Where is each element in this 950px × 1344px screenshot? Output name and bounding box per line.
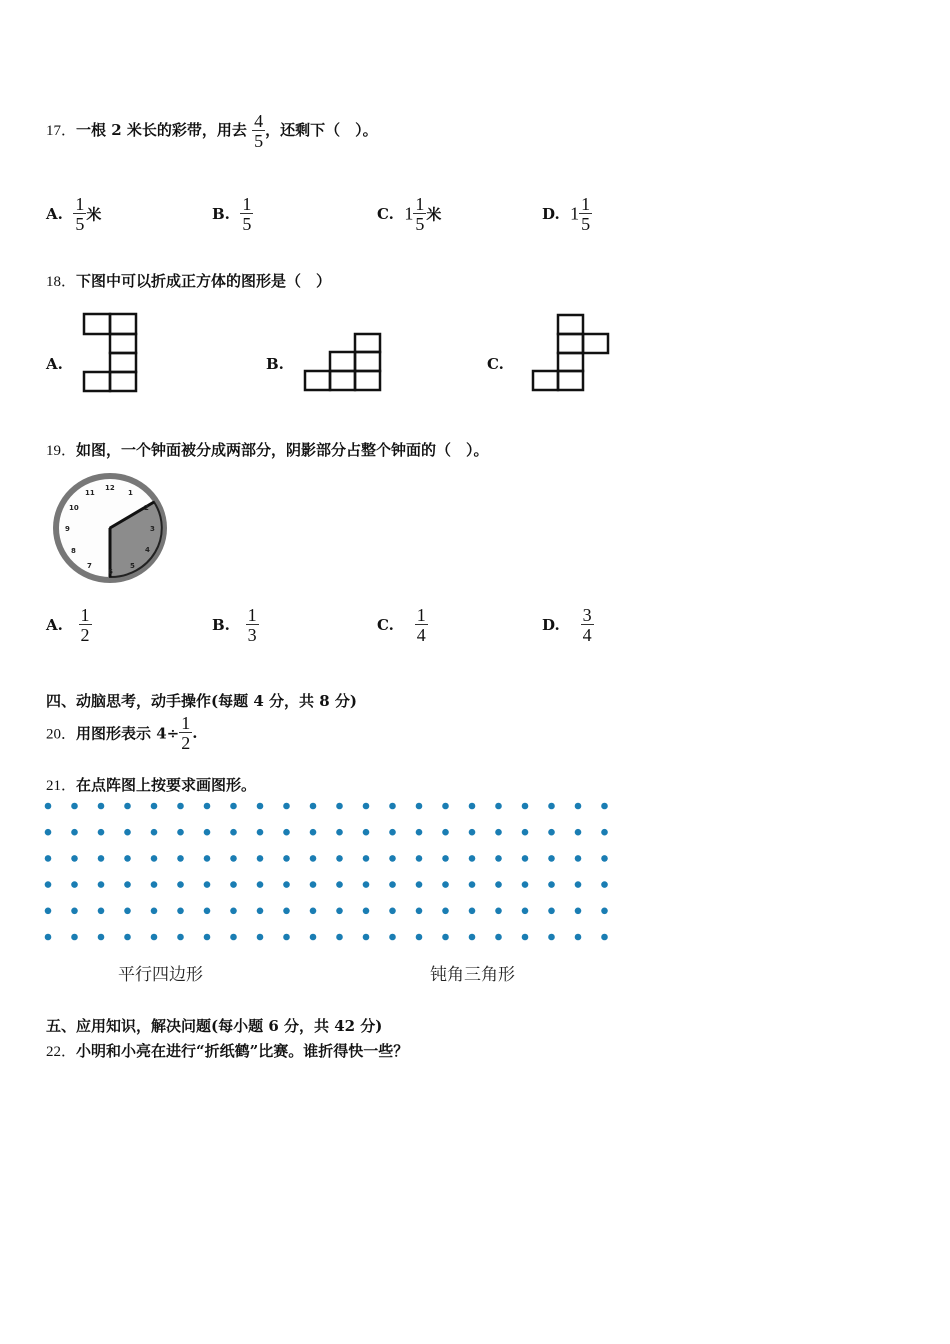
grid-dot[interactable] (416, 934, 423, 941)
denominator: 5 (75, 214, 85, 234)
grid-dot[interactable] (204, 829, 211, 836)
grid-dot[interactable] (336, 855, 343, 862)
grid-dot[interactable] (469, 829, 476, 836)
grid-dot[interactable] (204, 855, 211, 862)
section-heading-5: 五、应用知识，解决问题(每小题 6 分，共 42 分) (46, 1017, 383, 1035)
dot-grid[interactable] (40, 798, 620, 948)
q19-stem (46, 439, 489, 460)
net-square (305, 371, 330, 390)
option-unit: 米 (86, 205, 102, 224)
denominator: 5 (581, 214, 591, 234)
q17-stem (46, 112, 378, 150)
grid-dot[interactable] (151, 881, 158, 888)
grid-dot[interactable] (469, 803, 476, 810)
grid-dot[interactable] (363, 881, 370, 888)
grid-dot[interactable] (495, 908, 502, 915)
option-fraction (246, 606, 259, 644)
grid-dot[interactable] (548, 934, 555, 941)
svg-text:3: 3 (150, 525, 155, 533)
net-square (558, 371, 583, 390)
grid-dot[interactable] (522, 855, 529, 862)
grid-dot[interactable] (177, 803, 184, 810)
option-letter: B. (212, 616, 230, 634)
numerator: 1 (181, 713, 191, 733)
q22-text: 小明和小亮在进行“折纸鹤”比赛。谁折得快一些？ (76, 1042, 409, 1060)
denominator: 4 (582, 625, 592, 645)
grid-dot[interactable] (283, 908, 290, 915)
option-letter: D. (542, 205, 560, 223)
grid-dot[interactable] (98, 881, 105, 888)
grid-dot[interactable] (310, 934, 317, 941)
grid-dot[interactable] (310, 829, 317, 836)
denominator: 2 (181, 733, 191, 753)
denominator: 5 (415, 214, 425, 234)
net-square (84, 372, 110, 391)
grid-dot[interactable] (177, 881, 184, 888)
grid-dot[interactable] (45, 881, 52, 888)
grid-dot[interactable] (363, 803, 370, 810)
q17-option-a[interactable] (46, 195, 101, 233)
option-whole: 1 (570, 203, 580, 224)
net-square (558, 353, 583, 371)
grid-dot[interactable] (124, 934, 131, 941)
grid-dot[interactable] (204, 934, 211, 941)
q17-text-after: ，还剩下（ ）。 (265, 121, 378, 139)
grid-dot[interactable] (442, 881, 449, 888)
q22-stem (46, 1040, 408, 1061)
net-square (558, 334, 583, 353)
grid-dot[interactable] (601, 934, 608, 941)
svg-text:6: 6 (108, 568, 113, 576)
grid-dot[interactable] (230, 829, 237, 836)
net-square (330, 371, 355, 390)
denominator: 3 (247, 625, 257, 645)
q18-text: 下图中可以折成正方体的图形是（ ） (76, 272, 332, 290)
grid-dot[interactable] (45, 855, 52, 862)
net-square (583, 334, 608, 353)
grid-dot[interactable] (283, 881, 290, 888)
grid-dot[interactable] (45, 829, 52, 836)
grid-dot[interactable] (310, 908, 317, 915)
net-square (84, 314, 110, 334)
grid-dot[interactable] (310, 855, 317, 862)
option-letter: C. (377, 205, 394, 223)
q18-stem (46, 270, 331, 291)
grid-dot[interactable] (98, 855, 105, 862)
q17-text-before: 一根 2 米长的彩带，用去 (76, 121, 247, 139)
grid-dot[interactable] (230, 855, 237, 862)
q20-fraction (179, 714, 192, 752)
grid-dot[interactable] (283, 855, 290, 862)
grid-dot[interactable] (257, 855, 264, 862)
q19-option-d[interactable] (542, 606, 594, 644)
grid-dot[interactable] (257, 908, 264, 915)
grid-dot[interactable] (336, 881, 343, 888)
grid-dot[interactable] (416, 881, 423, 888)
q18-option-c[interactable]: C. (487, 355, 504, 373)
grid-dot[interactable] (204, 881, 211, 888)
grid-dot[interactable] (575, 881, 582, 888)
grid-dot[interactable] (71, 881, 78, 888)
option-letter: D. (542, 616, 560, 634)
grid-dot[interactable] (548, 803, 555, 810)
grid-dot[interactable] (389, 803, 396, 810)
svg-text:12: 12 (105, 484, 115, 492)
grid-dot[interactable] (575, 908, 582, 915)
grid-dot[interactable] (416, 908, 423, 915)
grid-dot[interactable] (601, 908, 608, 915)
grid-dot[interactable] (389, 855, 396, 862)
grid-dot[interactable] (601, 881, 608, 888)
q17-fraction (252, 112, 265, 150)
q20-stem (46, 714, 197, 752)
svg-text:4: 4 (145, 546, 150, 554)
grid-dot[interactable] (98, 908, 105, 915)
numerator: 3 (582, 605, 592, 625)
label-parallelogram: 平行四边形 (118, 965, 203, 985)
net-square (110, 314, 136, 334)
grid-dot[interactable] (601, 803, 608, 810)
grid-dot[interactable] (416, 855, 423, 862)
option-fraction (581, 606, 594, 644)
grid-dot[interactable] (45, 803, 52, 810)
denominator: 5 (242, 214, 252, 234)
q18-option-b[interactable]: B. (266, 355, 284, 373)
numerator: 1 (416, 605, 426, 625)
grid-dot[interactable] (204, 908, 211, 915)
grid-dot[interactable] (575, 829, 582, 836)
grid-dot[interactable] (363, 908, 370, 915)
svg-text:11: 11 (85, 489, 95, 497)
grid-dot[interactable] (151, 855, 158, 862)
grid-dot[interactable] (310, 881, 317, 888)
net-square (558, 315, 583, 334)
grid-dot[interactable] (98, 934, 105, 941)
section-heading-4: 四、动脑思考，动手操作(每题 4 分，共 8 分) (46, 692, 357, 710)
grid-dot[interactable] (389, 934, 396, 941)
grid-dot[interactable] (45, 908, 52, 915)
grid-dot[interactable] (389, 881, 396, 888)
svg-text:2: 2 (144, 504, 149, 512)
grid-dot[interactable] (442, 934, 449, 941)
denominator: 4 (416, 625, 426, 645)
grid-dot[interactable] (336, 829, 343, 836)
grid-dot[interactable] (363, 829, 370, 836)
grid-dot[interactable] (336, 803, 343, 810)
grid-dot[interactable] (124, 803, 131, 810)
grid-dot[interactable] (177, 829, 184, 836)
net-square (330, 352, 355, 371)
net-figure-b (303, 332, 383, 392)
clock-face-image (50, 470, 170, 588)
grid-dot[interactable] (522, 803, 529, 810)
grid-dot[interactable] (71, 908, 78, 915)
q21-text: 在点阵图上按要求画图形。 (76, 776, 257, 794)
svg-text:1: 1 (128, 489, 133, 497)
net-square (355, 334, 380, 352)
numerator: 1 (75, 194, 85, 214)
grid-dot[interactable] (151, 908, 158, 915)
option-whole: 1 (404, 203, 414, 224)
grid-dot[interactable] (363, 855, 370, 862)
question-number: 20． (46, 726, 77, 743)
grid-dot[interactable] (71, 829, 78, 836)
q17-option-c[interactable] (377, 195, 441, 233)
q17-option-d[interactable] (542, 195, 592, 233)
grid-dot[interactable] (548, 881, 555, 888)
grid-dot[interactable] (336, 934, 343, 941)
net-square (110, 334, 136, 353)
grid-dot[interactable] (522, 829, 529, 836)
net-figure-a (82, 312, 140, 402)
grid-dot[interactable] (230, 803, 237, 810)
grid-dot[interactable] (98, 829, 105, 836)
option-fraction (415, 606, 428, 644)
grid-dot[interactable] (442, 803, 449, 810)
grid-dot[interactable] (151, 934, 158, 941)
grid-dot[interactable] (230, 908, 237, 915)
numerator: 1 (242, 194, 252, 214)
grid-dot[interactable] (177, 855, 184, 862)
grid-dot[interactable] (336, 908, 343, 915)
grid-dot[interactable] (124, 881, 131, 888)
grid-dot[interactable] (522, 934, 529, 941)
q20-text: 用图形表示 4÷ (76, 724, 180, 743)
grid-dot[interactable] (310, 803, 317, 810)
option-letter: C. (377, 616, 394, 634)
q19-option-b[interactable] (212, 606, 259, 644)
grid-dot[interactable] (151, 803, 158, 810)
option-letter: A. (46, 616, 63, 634)
grid-dot[interactable] (416, 803, 423, 810)
q17-option-b[interactable] (212, 195, 253, 233)
grid-dot[interactable] (442, 908, 449, 915)
option-fraction (579, 195, 592, 233)
grid-dot[interactable] (522, 881, 529, 888)
svg-text:5: 5 (130, 562, 135, 570)
grid-dot[interactable] (124, 908, 131, 915)
grid-dot[interactable] (389, 908, 396, 915)
question-number: 18． (46, 274, 77, 290)
grid-dot[interactable] (283, 934, 290, 941)
net-square (355, 371, 380, 390)
grid-dot[interactable] (257, 881, 264, 888)
numerator: 1 (80, 605, 90, 625)
q19-option-a[interactable] (46, 606, 92, 644)
grid-dot[interactable] (575, 855, 582, 862)
grid-dot[interactable] (230, 881, 237, 888)
numerator: 4 (254, 111, 264, 131)
option-fraction (240, 195, 253, 233)
grid-dot[interactable] (495, 934, 502, 941)
grid-dot[interactable] (177, 934, 184, 941)
net-square (533, 371, 558, 390)
net-square (110, 353, 136, 372)
grid-dot[interactable] (230, 934, 237, 941)
q19-option-c[interactable] (377, 606, 428, 644)
net-square (110, 372, 136, 391)
denominator: 5 (254, 131, 264, 151)
grid-dot[interactable] (469, 881, 476, 888)
grid-dot[interactable] (442, 829, 449, 836)
grid-dot[interactable] (257, 803, 264, 810)
grid-dot[interactable] (495, 881, 502, 888)
grid-dot[interactable] (177, 908, 184, 915)
numerator: 1 (247, 605, 257, 625)
option-fraction (79, 606, 92, 644)
grid-dot[interactable] (469, 908, 476, 915)
grid-dot[interactable] (495, 829, 502, 836)
question-number: 21． (46, 778, 77, 794)
q21-stem (46, 774, 256, 795)
numerator: 1 (581, 194, 591, 214)
grid-dot[interactable] (469, 855, 476, 862)
grid-dot[interactable] (522, 908, 529, 915)
question-number: 19． (46, 443, 77, 459)
grid-dot[interactable] (601, 855, 608, 862)
grid-dot[interactable] (575, 934, 582, 941)
svg-text:9: 9 (65, 525, 70, 533)
grid-dot[interactable] (601, 829, 608, 836)
grid-dot[interactable] (45, 934, 52, 941)
grid-dot[interactable] (204, 803, 211, 810)
svg-text:7: 7 (87, 562, 92, 570)
grid-dot[interactable] (283, 829, 290, 836)
grid-dot[interactable] (124, 855, 131, 862)
grid-dot[interactable] (442, 855, 449, 862)
grid-dot[interactable] (495, 803, 502, 810)
net-figure-c (531, 313, 613, 393)
grid-dot[interactable] (71, 934, 78, 941)
grid-dot[interactable] (389, 829, 396, 836)
grid-dot[interactable] (363, 934, 370, 941)
grid-dot[interactable] (575, 803, 582, 810)
grid-dot[interactable] (98, 803, 105, 810)
label-obtuse-triangle: 钝角三角形 (430, 965, 515, 985)
grid-dot[interactable] (257, 934, 264, 941)
net-square (355, 352, 380, 371)
grid-dot[interactable] (416, 829, 423, 836)
grid-dot[interactable] (548, 855, 555, 862)
grid-dot[interactable] (71, 855, 78, 862)
grid-dot[interactable] (548, 829, 555, 836)
grid-dot[interactable] (257, 829, 264, 836)
svg-text:8: 8 (71, 547, 76, 555)
question-number: 17． (46, 123, 77, 139)
option-letter: A. (46, 205, 63, 223)
option-unit: 米 (426, 205, 442, 224)
question-number: 22． (46, 1044, 77, 1060)
grid-dot[interactable] (283, 803, 290, 810)
svg-text:10: 10 (69, 504, 79, 512)
grid-dot[interactable] (151, 829, 158, 836)
q18-option-a[interactable]: A. (46, 355, 63, 373)
option-fraction (413, 195, 426, 233)
grid-dot[interactable] (124, 829, 131, 836)
grid-dot[interactable] (469, 934, 476, 941)
q19-text: 如图，一个钟面被分成两部分，阴影部分占整个钟面的（ ）。 (76, 441, 489, 459)
numerator: 1 (415, 194, 425, 214)
option-fraction (73, 195, 86, 233)
denominator: 2 (80, 625, 90, 645)
grid-dot[interactable] (71, 803, 78, 810)
option-letter: B. (212, 205, 230, 223)
q20-period: . (192, 724, 198, 742)
grid-dot[interactable] (495, 855, 502, 862)
grid-dot[interactable] (548, 908, 555, 915)
